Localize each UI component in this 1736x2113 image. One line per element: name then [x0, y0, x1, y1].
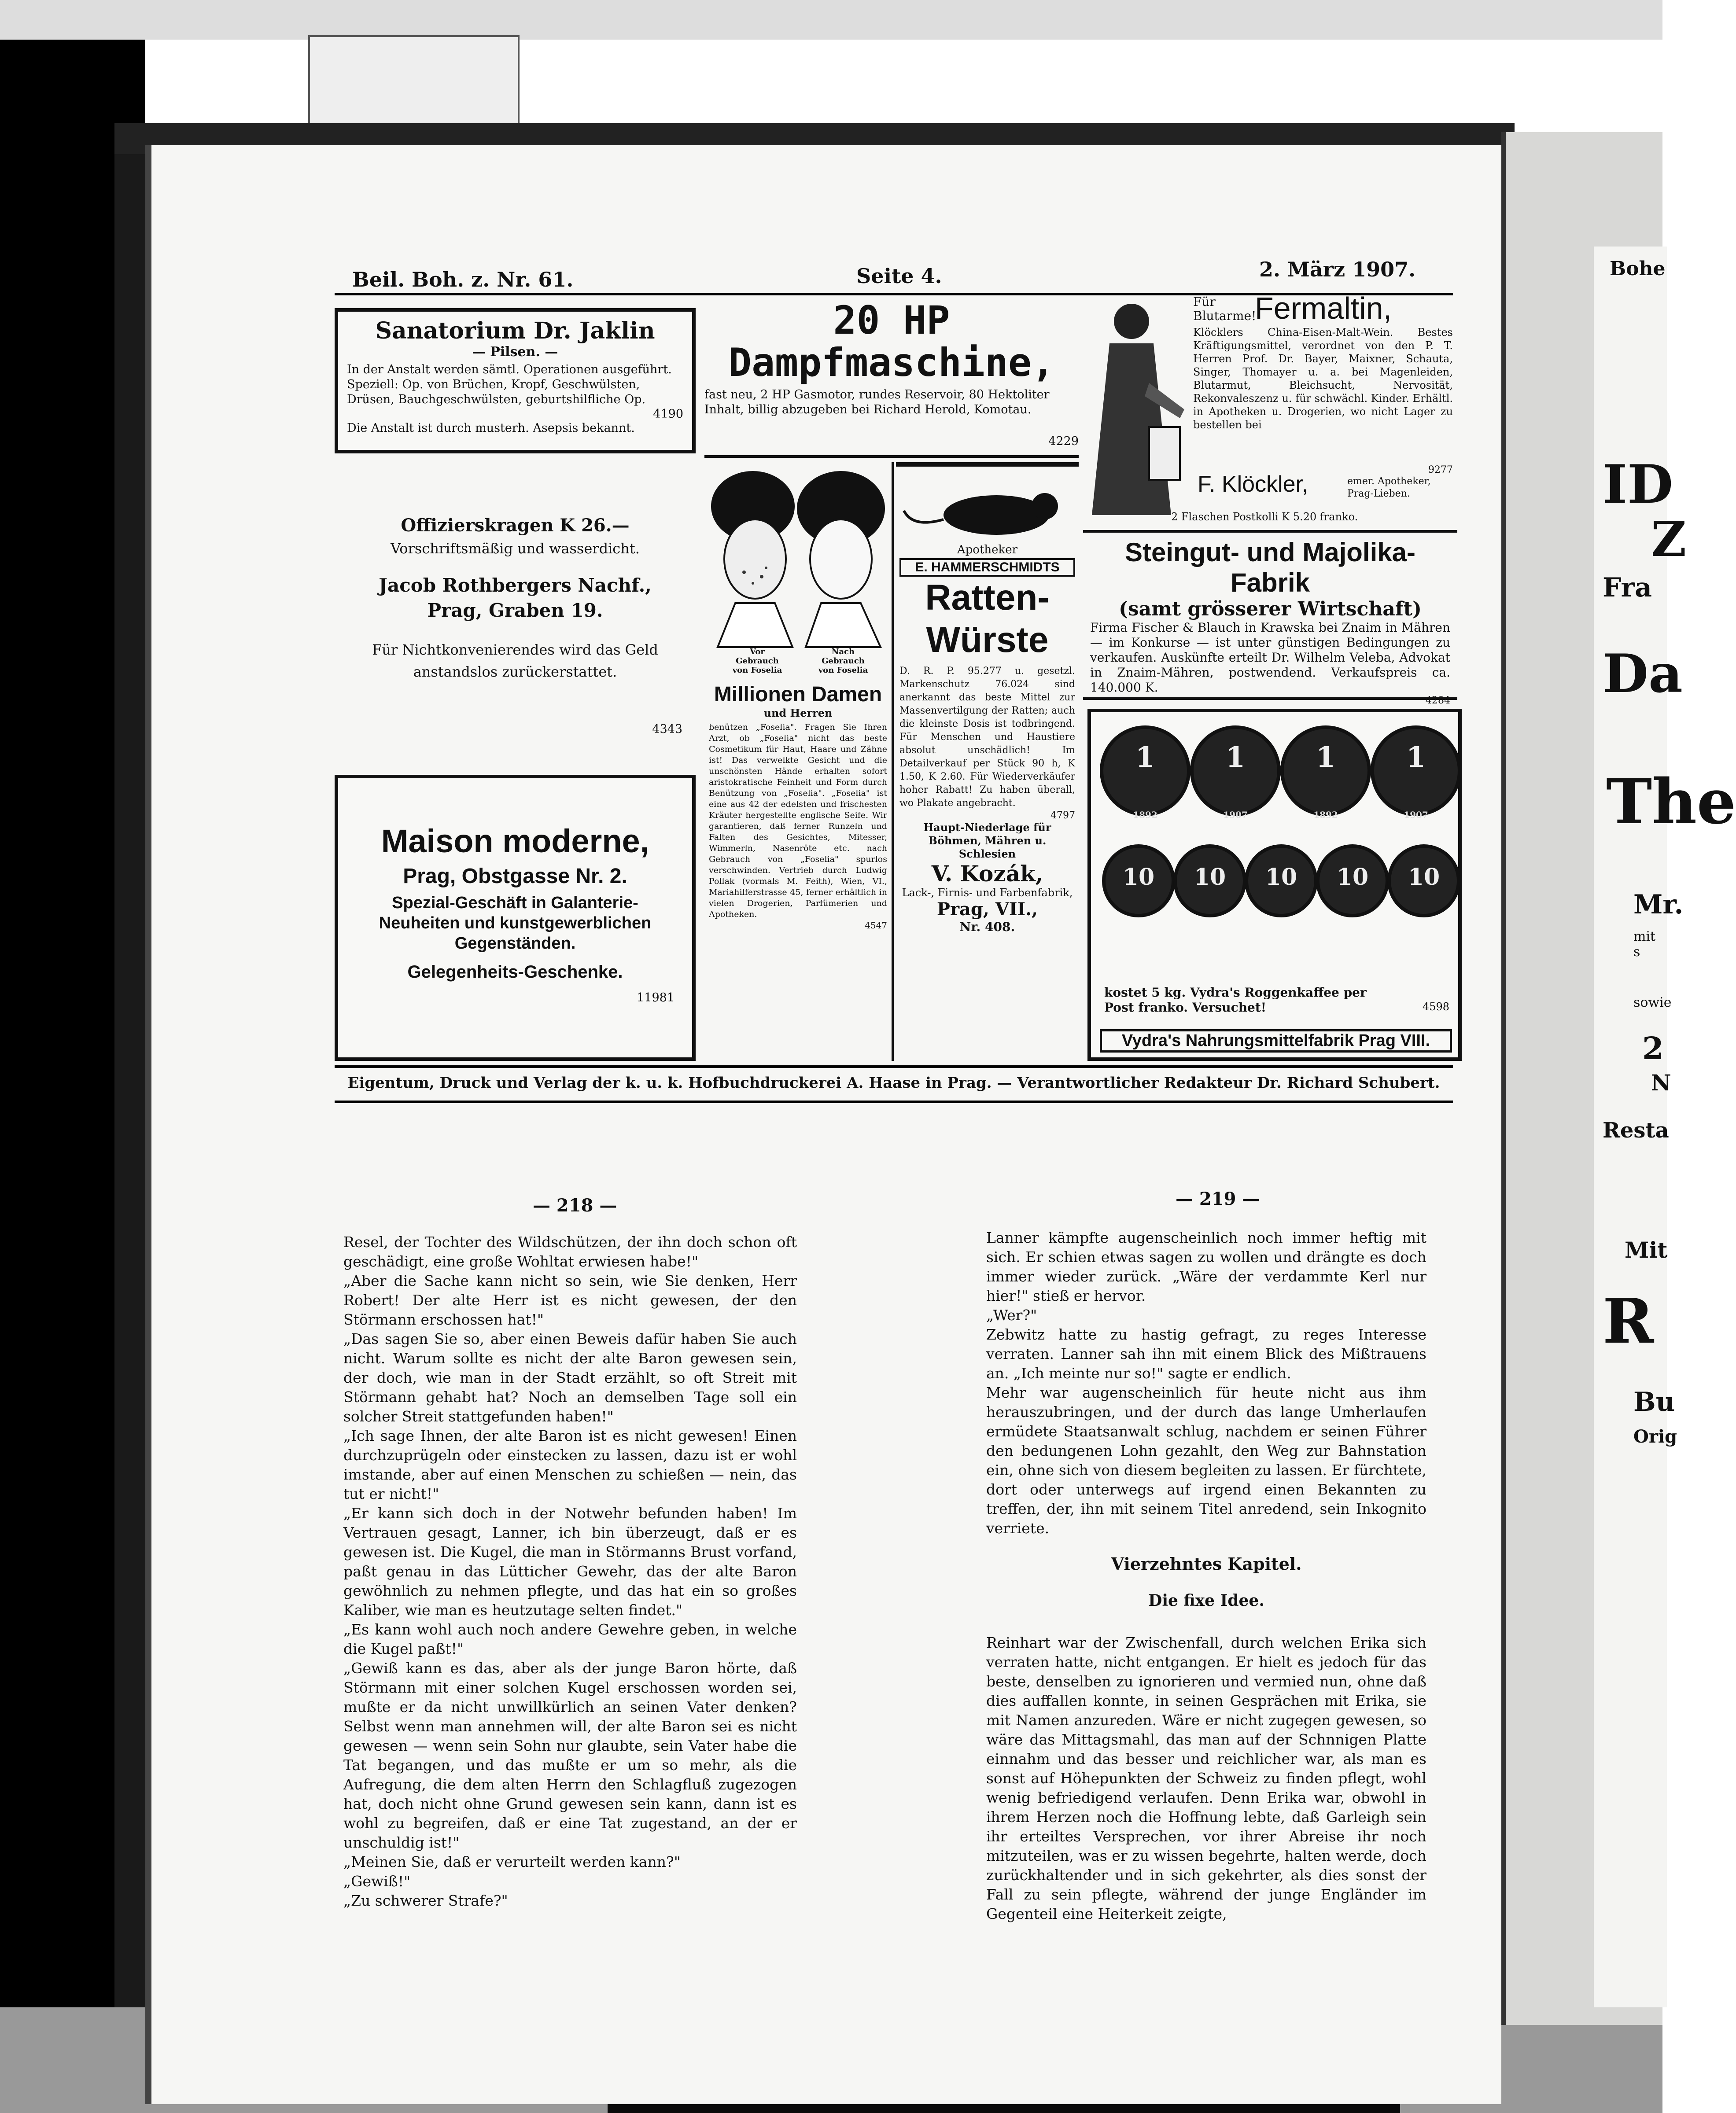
- maison-number: 11981: [637, 991, 674, 1005]
- page-number-left: — 218 —: [533, 1195, 617, 1216]
- novel-right-column-top: Lanner kämpfte augenscheinlich noch immer heftig mit sich. Er schien etwas sagen zu wollen und drängte es doch immer wieder zurück. „Wäre der verdammte Kerl nur hier!" stieß er hervor. „Wer?" Zebwitz hatte zu hastig gefragt, zu reges Interesse verraten. Lanner sah ihn mit einem Blick des Mißtrauens an. „Ich meinte nur so!" sagte er endlich. Mehr war augenscheinlich für heute nicht aus ihm herauszubringen, und der durch das lange Umherlaufen ermüdete Staatsanwalt schlug, nachdem er seinen Führer den bedungenen Lohn gezahlt, den Weg zur Bahnstation ein, ohne sich von diesem begleiten zu lassen. Er fürchtete, dort oder unterwegs auf irgend einen Bekannten zu treffen, der, ihn mit seinem Titel anredend, sein Inkognito verriete.: [986, 1229, 1426, 1537]
- ratten-line2: E. HAMMERSCHMIDTS: [899, 558, 1075, 577]
- scan-background-top: [0, 0, 1662, 40]
- coin-ten-heller: 10: [1245, 844, 1318, 917]
- neighbor-l11: Resta: [1603, 1118, 1669, 1143]
- offiziers-line2: Vorschriftsmäßig und wasserdicht.: [391, 540, 640, 557]
- foselia-title: Millionen Damen: [714, 683, 882, 706]
- fermaltin-prefix: Für Blutarme!: [1193, 294, 1257, 323]
- header-center: Seite 4.: [856, 264, 942, 288]
- fermaltin-number: 9277: [1428, 464, 1453, 475]
- offiziers-line5: Für Nichtkonvenierendes wird das Geld anstandslos zurückerstattet.: [372, 641, 658, 680]
- ratten-city: Prag, VII.,: [936, 899, 1038, 920]
- foselia-subtitle: und Herren: [763, 707, 833, 719]
- ad-vydra: [1087, 709, 1462, 1061]
- ad-ratten-wuerste: [896, 462, 1079, 1061]
- foselia-caption-left: Vor Gebrauch von Foselia: [732, 647, 782, 675]
- steingut-subtitle: (samt grösserer Wirtschaft): [1119, 598, 1422, 620]
- ratten-line1: Apotheker: [957, 543, 1018, 556]
- neighbor-l10: N: [1651, 1070, 1671, 1096]
- neighbor-l9: 2: [1642, 1030, 1664, 1067]
- neighbor-header: Bohe: [1610, 258, 1666, 280]
- neighbor-l3: Fra: [1603, 572, 1652, 603]
- header-left: Beil. Boh. z. Nr. 61.: [352, 268, 574, 291]
- neighbor-l1: ID: [1603, 453, 1673, 515]
- ad-maison-moderne: [335, 775, 696, 1061]
- jaklin-city: — Pilsen. —: [472, 344, 558, 360]
- steingut-title: Steingut- und Majolika-Fabrik: [1125, 537, 1415, 597]
- ad-sanatorium-jaklin: [335, 308, 696, 453]
- coin-one-krone: 1 1892: [1280, 725, 1371, 816]
- offiziers-number: 4343: [652, 722, 682, 736]
- ratten-number: 4797: [1050, 810, 1075, 821]
- jaklin-number: 4190: [653, 407, 683, 421]
- offiziers-line4: Prag, Graben 19.: [427, 600, 603, 621]
- jaklin-body: In der Anstalt werden sämtl. Operationen ausgeführt. Speziell: Op. von Brüchen, Kropf, Geschwülsten, Drüsen, Bauchgeschwülsten, geburtshilfliche Op.: [347, 363, 672, 406]
- neighbor-l14: Bu: [1633, 1387, 1675, 1417]
- maison-address: Prag, Obstgasse Nr. 2.: [403, 865, 627, 888]
- novel-left-column: Resel, der Tochter des Wildschützen, der ihn doch schon oft geschädigt, eine große Wohltat erwiesen habe!" „Aber die Sache kann nicht so sein, wie Sie denken, Herr Robert! Der alte Herr ist es nicht gewesen, der den Störmann erschossen hat!" „Das sagen Sie so, aber einen Beweis dafür haben Sie auch nicht. Warum sollte es nicht der alte Baron gewesen sein, der doch, wie man in der Stadt erzählt, so oft Streit mit Störmann gehabt hat? Noch an demselben Tage soll ein solcher Streit stattgefunden haben!" „Ich sage Ihnen, der alte Baron ist es nicht gewesen! Einen durchzuprügeln oder einstecken zu lassen, dazu ist er wohl imstande, aber auf einen Menschen zu schießen — nein, das tut er nicht!" „Er kann sich doch in der Notwehr befunden haben! Im Vertrauen gesagt, Lanner, ich bin überzeugt, daß er es gewesen ist. Die Kugel, die man in Störmanns Brust vorfand, paßt genau in das Lütticher Gewehr, das der alte Baron gewöhnlich zu nehmen pflegte, und das hat ein so großes Kaliber, wie man es heutzutage selten findet." „Es kann wohl auch noch andere Gewehre geben, in welche die Kugel paßt!" „Gewiß kann es das, aber als der junge Baron hörte, daß Störmann mit einer solchen Kugel erschossen worden sei, mußte er da nicht unwillkürlich an seinen Vater denken? Selbst wenn man annehmen will, der alte Baron sei es nicht gewesen — wenn sein Sohn nur glaubte, sein Vater habe die Tat begangen, und das mußte er um so mehr, als die Aufregung, die dem alten Herrn den Schlagfluß zugezogen hat, doch nicht ohne Grund gewesen sein kann, dann ist es wohl zu begreifen, daß er eine Tat zugestand, an der er unschuldig ist!" „Meinen Sie, daß er verurteilt werden kann?" „Gewiß!" „Zu schwerer Strafe?": [343, 1233, 797, 1909]
- dampf-body: fast neu, 2 HP Gasmotor, rundes Reservoir, 80 Hektoliter Inhalt, billig abzugeben bei Richard Herold, Komotau.: [704, 388, 1050, 416]
- coin-ten-heller: 10: [1316, 844, 1389, 917]
- rat-illustration: [899, 475, 1076, 541]
- foselia-caption-right: Nach Gebrauch von Foselia: [818, 647, 868, 675]
- maison-title: Maison moderne,: [381, 823, 649, 859]
- coin-ten-heller: 10: [1173, 844, 1246, 917]
- woman-illustration: [1083, 295, 1189, 524]
- fermaltin-firm: F. Klöckler,: [1198, 471, 1308, 497]
- fermaltin-firm-note: emer. Apotheker, Prag-Lieben.: [1347, 476, 1431, 499]
- jaklin-title: Sanatorium Dr. Jaklin: [375, 317, 655, 344]
- fermaltin-footer: 2 Flaschen Postkolli K 5.20 franko.: [1171, 511, 1358, 523]
- maison-footer: Gelegenheits-Geschenke.: [407, 962, 623, 982]
- vydra-footer: Vydra's Nahrungsmittelfabrik Prag VIII.: [1100, 1029, 1452, 1053]
- neighbor-l12: Mit: [1625, 1237, 1668, 1263]
- neighbor-l6: Mr.: [1633, 889, 1684, 920]
- foselia-portraits: [709, 462, 887, 674]
- ratten-firm: V. Kozák,: [931, 861, 1043, 887]
- ad-steingut: [1083, 537, 1457, 706]
- page-number-right: — 219 —: [1176, 1189, 1260, 1209]
- coin-ten-heller: 10: [1387, 844, 1460, 917]
- dampf-title: 20 HP Dampfmaschine,: [728, 298, 1055, 385]
- ratten-nr: Nr. 408.: [959, 920, 1015, 934]
- ratten-body: D. R. P. 95.277 u. gesetzl. Markenschutz 76.024 sind anerkannt das beste Mittel zur Massenvertilgung der Ratten; auch die kleinste Dosis ist todbringend. Für Menschen und Haustiere absolut unschädlich! Im Detailverkauf per Stück 90 h, K 1.50, K 2.60. Für Wiederverkäufer hoher Rabatt! Zu haben überall, wo Plakate angebracht.: [899, 666, 1075, 809]
- offiziers-line1: Offizierskragen K 26.—: [401, 515, 630, 536]
- foselia-body: benützen „Foselia". Fragen Sie Ihren Arzt, ob „Foselia" nicht das beste Cosmetikum für Haut, Haare und Zähne ist! Das verwelkte Gesicht und die unschönsten Hände erhalten sofort aristokratische Feinheit und Form durch Benützung von „Foselia". „Foselia" ist eine aus 42 der edelsten und frischesten Kräuter hergestellte englische Seife. Wir garantieren, daß ferner Runzeln und Falten des Gesichtes, Mitesser, Wimmerln, Nasenröte etc. nach Gebrauch von „Foselia" spurlos verschwinden. Vertrieb durch Ludwig Pollak (vormals M. Feith), Wien, VI., Mariahilferstrasse 45, ferner erhältlich in vielen Drogerien, Parfümerien und Apotheken.: [709, 722, 887, 919]
- ratten-title2: Würste: [926, 620, 1049, 660]
- neighbor-l15: Orig: [1633, 1426, 1677, 1447]
- coin-ten-heller: 10: [1102, 844, 1175, 917]
- ad-foselia: [704, 462, 894, 1061]
- steingut-body: Firma Fischer & Blauch in Krawska bei Znaim in Mähren — im Konkurse — ist unter günstigen Bedingungen zu verkaufen. Auskünfte erteilt Dr. Wilhelm Veleba, Advokat in Znaim-Mähren, postwendend. Verkaufspreis ca. 140.000 K.: [1090, 620, 1450, 695]
- paper-tab: [308, 35, 520, 132]
- ratten-title1: Ratten-: [925, 578, 1050, 618]
- foselia-number: 4547: [865, 920, 887, 931]
- dampf-number: 4229: [1048, 434, 1079, 448]
- offiziers-line3: Jacob Rothbergers Nachf.,: [379, 574, 652, 596]
- ratten-firm-desc: Lack-, Firnis- und Farbenfabrik,: [902, 887, 1073, 899]
- imprint-rule-bottom: [335, 1101, 1453, 1103]
- neighbor-l5: The: [1606, 766, 1736, 838]
- ratten-depot: Haupt-Niederlage für Böhmen, Mähren u. Schlesien: [923, 821, 1051, 860]
- novel-right-column-bottom: Reinhart war der Zwischenfall, durch welchen Erika sich verraten hatte, nicht entgangen. Er hielt es jedoch für das beste, denselben zu ignorieren und vermied nun, ohne daß dies auffallen konnte, in seinen Gesprächen mit Erika, sie mit Namen anzureden. Wäre er nicht zugegen gewesen, so wäre das Mittagsmahl, das man auf der Schnnigen Platte einnahm und das besser und reichlicher war, als man es sonst auf Höhepunkten der Schweiz zu finden pflegt, wohl wenig befriedigend verlaufen. Denn Erika war, obwohl in ihrem Herzen noch die Hoffnung lebte, daß Garleigh sein ihr erteiltes Versprechen, vor ihrer Abreise ihr noch mitzuteilen, was er zu wissen begehrte, halten werde, doch zurückhaltender und in sich gekehrter, als dies sonst der Fall zu sein pflegte, während der junge Engländer im Gegenteil eine Heiterkeit zeigte,: [986, 1634, 1426, 1922]
- maison-body: Spezial-Geschäft in Galanterie-Neuheiten und kunstgewerblichen Gegenständen.: [379, 894, 652, 953]
- imprint-rule-top: [335, 1065, 1453, 1068]
- portraits-illustration: [709, 462, 889, 647]
- chapter-heading: Vierzehntes Kapitel.: [1111, 1554, 1302, 1574]
- jaklin-footer: Die Anstalt ist durch musterh. Asepsis bekannt.: [347, 421, 635, 435]
- neighbor-l2: Z: [1651, 511, 1687, 567]
- vydra-number: 4598: [1422, 1001, 1449, 1013]
- fermaltin-body: Klöcklers China-Eisen-Malt-Wein. Bestes Kräftigungsmittel, verordnet von den P. T. Herren Prof. Dr. Bayer, Maixner, Schauta, Singer, Thomayer u. a. bei Magenleiden, Blutarmut, Bleichsucht, Nervosität, Rekonvaleszenz u. für schwächl. Kinder. Erhältl. in Apotheken u. Drogerien, wo nicht Lager zu bestellen bei: [1193, 326, 1453, 431]
- fermaltin-title: Fermaltin,: [1255, 291, 1392, 325]
- neighbor-page-strip: [1501, 132, 1736, 2025]
- coin-one-krone: 1 1907: [1190, 725, 1281, 816]
- coin-one-krone: 1 1892: [1100, 725, 1191, 816]
- coin-one-krone: 1 1907: [1371, 725, 1461, 816]
- header-right: 2. März 1907.: [1259, 258, 1416, 281]
- imprint-line: Eigentum, Druck und Verlag der k. u. k. Hofbuchdruckerei A. Haase in Prag. — Verantwortlicher Redakteur Dr. Richard Schubert.: [347, 1074, 1440, 1092]
- ad-fermaltin: [1083, 291, 1457, 533]
- neighbor-l4: Da: [1603, 643, 1683, 705]
- neighbor-l8: sowie: [1633, 995, 1672, 1010]
- neighbor-l7: mit s: [1633, 929, 1656, 960]
- steingut-number: 4284: [1426, 695, 1450, 706]
- coin-illustration: [1091, 712, 1458, 959]
- ad-offizierskragen: [335, 462, 696, 762]
- neighbor-l13: R: [1603, 1285, 1654, 1358]
- vydra-line1: kostet 5 kg. Vydra's Roggenkaffee per Post franko. Versuchet!: [1104, 985, 1367, 1015]
- ad-dampfmaschine: [704, 299, 1079, 458]
- chapter-title: Die fixe Idee.: [1148, 1591, 1264, 1610]
